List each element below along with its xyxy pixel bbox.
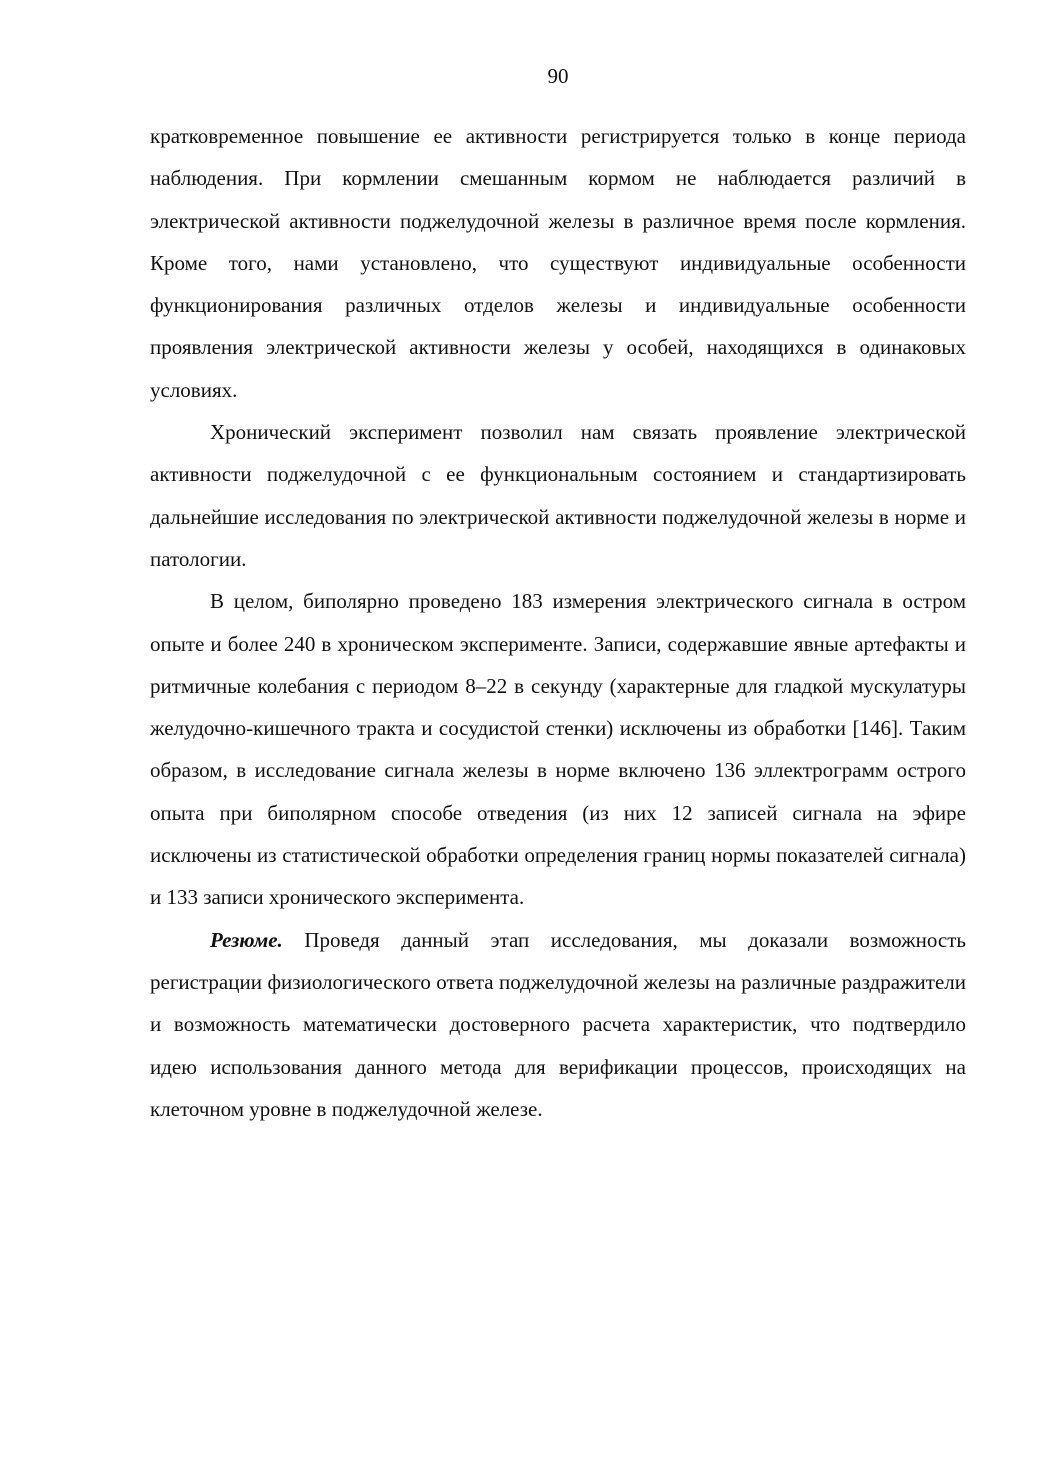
paragraph-measurements: В целом, биполярно проведено 183 измерения электрического сигнала в остром опыте и более 240 в хроническом эксперименте. Записи, содержавшие явные артефакты и ритмичные колебания с периодом 8–22 в секунду (характерные для гладкой мускулатуры желудочно-кишечного тракта и сосудистой стенки) исключены из обработки [146]. Таким образом, в исследование сигнала железы в норме включено 136 эллектрограмм острого опыта при биполярном способе отведения (из них 12 записей сигнала на эфире исключены из статистической обработки определения границ нормы показателей сигнала) и 133 записи хронического эксперимента. xyxy=(150,589,966,910)
paragraph-chronic-experiment: Хронический эксперимент позволил нам связать проявление электрической активности поджелудочной с ее функциональным состоянием и стандартизировать дальнейшие исследования по электрической активности поджелудочной железы в норме и патологии. xyxy=(150,420,966,571)
body-text xyxy=(150,115,966,1130)
resume-label: Резюме. xyxy=(210,927,283,952)
resume-text: Проведя данный этап исследования, мы доказали возможность регистрации физиологического ответа поджелудочной железы на различные раздражители и возможность математически достоверного расчета характеристик, что подтвердило идею использования данного метода для верификации процессов, происходящих на клеточном уровне в поджелудочной железе. xyxy=(150,927,966,1121)
page-number: 90 xyxy=(547,64,569,88)
paragraph-continuation: кратковременное повышение ее активности регистрируется только в конце периода наблюдения. При кормлении смешанным кормом не наблюдается различий в электрической активности поджелудочной железы в различное время после кормления. Кроме того, нами установлено, что существуют индивидуальные особенности функционирования различных отделов железы и индивидуальные особенности проявления электрической активности железы у особей, находящихся в одинаковых условиях. xyxy=(150,124,966,402)
paragraph-resume xyxy=(150,919,966,1130)
